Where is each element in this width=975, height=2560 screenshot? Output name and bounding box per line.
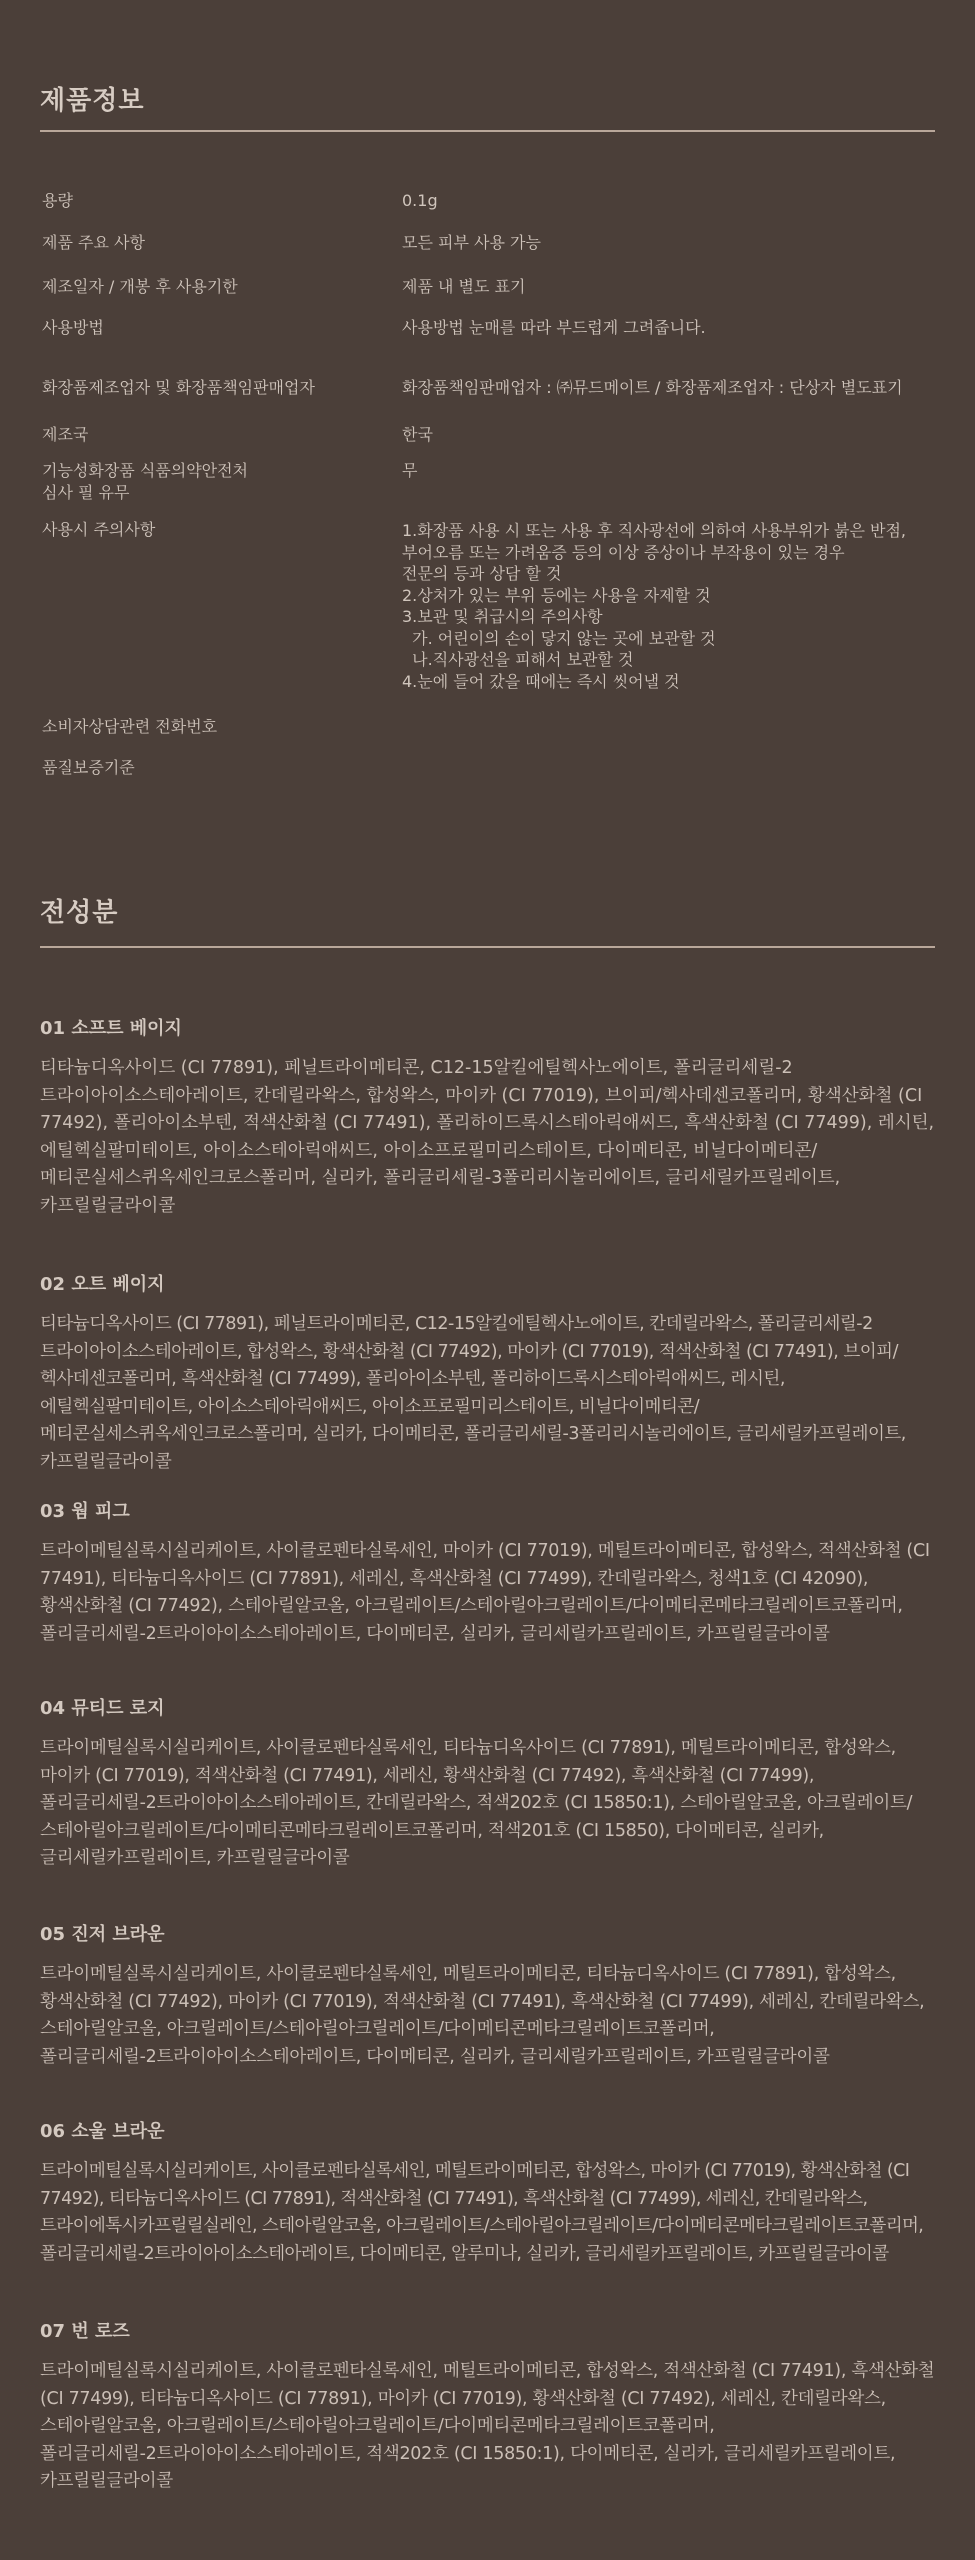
caution-line: 2.상처가 있는 부위 등에는 사용을 자제할 것 xyxy=(402,585,711,605)
shade-ingredients-05 xyxy=(40,1923,935,2071)
info-label: 제조일자 / 개봉 후 사용기한 xyxy=(42,277,238,296)
section-title-product-info: 제품정보 xyxy=(40,86,145,116)
info-label: 화장품제조업자 및 화장품책임판매업자 xyxy=(42,378,315,397)
info-label: 사용방법 xyxy=(42,318,104,337)
info-value: 화장품책임판매업자 : ㈜뮤드메이트 / 화장품제조업자 : 단상자 별도표기 xyxy=(402,378,903,397)
caution-line: 3.보관 및 취급시의 주의사항 xyxy=(402,607,603,626)
shade-ingredient-list: 트라이메틸실록시실리케이트, 사이클로펜타실록세인, 메틸트라이메티콘, 합성왁스, 마이카 (CI 77019), 황색산화철 (CI 77492), 티타늄디옥사이드 (CI 77891), 적색산화철 (CI 77491), 흑색산화철 (CI 77499), 세레신, 칸데릴라왁스, 트라이에톡시카프릴릴실레인, 스테아릴알코올, 아크릴레이트/스테아릴아크릴레이트/다이메티콘메타크릴레이트코폴리머, 폴리글리세릴-2트라이아이소스테아레이트, 다이메티콘, 알루미나, 실리카, 글리세릴카프릴레이트, 카프릴릴글라이콜 xyxy=(40,2161,924,2264)
divider xyxy=(40,946,935,948)
shade-name: 01 소프트 베이지 xyxy=(40,1018,182,1039)
info-label: 기능성화장품 식품의약안전처 심사 필 유무 xyxy=(42,461,249,502)
divider xyxy=(40,130,935,132)
info-value: 제품 내 별도 표기 xyxy=(402,277,526,296)
shade-name: 05 진저 브라운 xyxy=(40,1924,165,1945)
info-value: 한국 xyxy=(402,425,433,444)
shade-name: 04 뮤티드 로지 xyxy=(40,1698,165,1719)
caution-line: 부어오름 또는 가려움증 등의 이상 증상이나 부작용이 있는 경우 xyxy=(402,542,845,562)
caution-line: 전문의 등과 상담 할 것 xyxy=(402,564,562,583)
info-label: 사용시 주의사항 xyxy=(42,520,156,539)
section-title-ingredients: 전성분 xyxy=(40,898,119,928)
info-label: 품질보증기준 xyxy=(42,758,135,777)
shade-ingredients-04 xyxy=(40,1697,935,1873)
shade-ingredients-06 xyxy=(40,2120,935,2268)
caution-line: 1.화장품 사용 시 또는 사용 후 직사광선에 의하여 사용부위가 붉은 반점, xyxy=(402,521,906,540)
info-value: 0.1g xyxy=(402,191,438,210)
shade-ingredient-list: 트라이메틸실록시실리케이트, 사이클로펜타실록세인, 메틸트라이메티콘, 티타늄디옥사이드 (CI 77891), 합성왁스, 황색산화철 (CI 77492), 마이카 (CI 77019), 적색산화철 (CI 77491), 흑색산화철 (CI 77499), 세레신, 칸데릴라왁스, 스테아릴알코올, 아크릴레이트/스테아릴아크릴레이트/다이메티콘메타크릴레이트코폴리머, 폴리글리세릴-2트라이아이소스테아레이트, 다이메티콘, 실리카, 글리세릴카프릴레이트, 카프릴릴글라이콜 xyxy=(40,1964,925,2067)
info-label: 제조국 xyxy=(42,425,89,444)
info-value: 사용방법 눈매를 따라 부드럽게 그려줍니다. xyxy=(402,318,706,337)
shade-ingredients-01 xyxy=(40,1017,935,1220)
shade-ingredients-03 xyxy=(40,1500,935,1648)
shade-name: 06 소울 브라운 xyxy=(40,2121,165,2142)
info-value: 모든 피부 사용 가능 xyxy=(402,233,541,252)
caution-line: 가. 어린이의 손이 닿지 않는 곳에 보관할 것 xyxy=(402,628,716,648)
shade-name: 03 웜 피그 xyxy=(40,1501,130,1522)
info-label: 용량 xyxy=(42,191,73,210)
info-label: 소비자상담관련 전화번호 xyxy=(42,717,218,736)
info-label: 제품 주요 사항 xyxy=(42,233,145,252)
shade-ingredients-07 xyxy=(40,2320,935,2496)
shade-ingredient-list: 트라이메틸실록시실리케이트, 사이클로펜타실록세인, 마이카 (CI 77019), 메틸트라이메티콘, 합성왁스, 적색산화철 (CI 77491), 티타늄디옥사이드 (CI 77891), 세레신, 흑색산화철 (CI 77499), 칸데릴라왁스, 청색1호 (CI 42090), 황색산화철 (CI 77492), 스테아릴알코올, 아크릴레이트/스테아릴아크릴레이트/다이메티콘메타크릴레이트코폴리머, 폴리글리세릴-2트라이아이소스테아레이트, 다이메티콘, 실리카, 글리세릴카프릴레이트, 카프릴릴글라이콜 xyxy=(40,1541,930,1644)
shade-ingredient-list: 티타늄디옥사이드 (CI 77891), 페닐트라이메티콘, C12-15알킬에틸헥사노에이트, 칸데릴라왁스, 폴리글리세릴-2 트라이아이소스테아레이트, 합성왁스, 황색산화철 (CI 77492), 마이카 (CI 77019), 적색산화철 (CI 77491), 브이피/헥사데센코폴리머, 흑색산화철 (CI 77499), 폴리아이소부텐, 폴리하이드록시스테아릭애씨드, 레시틴, 에틸헥실팔미테이트, 아이소스테아릭애씨드, 아이소프로필미리스테이트, 비닐다이메티콘/메티콘실세스퀴옥세인크로스폴리머, 실리카, 다이메티콘, 폴리글리세릴-3폴리리시놀리에이트, 글리세릴카프릴레이트, 카프릴릴글라이콜 xyxy=(40,1314,906,1472)
caution-list xyxy=(402,520,942,692)
shade-name: 02 오트 베이지 xyxy=(40,1274,165,1295)
shade-ingredient-list: 트라이메틸실록시실리케이트, 사이클로펜타실록세인, 티타늄디옥사이드 (CI 77891), 메틸트라이메티콘, 합성왁스, 마이카 (CI 77019), 적색산화철 (CI 77491), 세레신, 황색산화철 (CI 77492), 흑색산화철 (CI 77499), 폴리글리세릴-2트라이아이소스테아레이트, 칸데릴라왁스, 적색202호 (CI 15850:1), 스테아릴알코올, 아크릴레이트/스테아릴아크릴레이트/다이메티콘메타크릴레이트코폴리머, 적색201호 (CI 15850), 다이메티콘, 실리카, 글리세릴카프릴레이트, 카프릴릴글라이콜 xyxy=(40,1738,913,1868)
info-value: 무 xyxy=(402,461,418,480)
shade-ingredient-list: 트라이메틸실록시실리케이트, 사이클로펜타실록세인, 메틸트라이메티콘, 합성왁스, 적색산화철 (CI 77491), 흑색산화철 (CI 77499), 티타늄디옥사이드 (CI 77891), 마이카 (CI 77019), 황색산화철 (CI 77492), 세레신, 칸데릴라왁스, 스테아릴알코올, 아크릴레이트/스테아릴아크릴레이트/다이메티콘메타크릴레이트코폴리머, 폴리글리세릴-2트라이아이소스테아레이트, 적색202호 (CI 15850:1), 다이메티콘, 실리카, 글리세릴카프릴레이트, 카프릴릴글라이콜 xyxy=(40,2361,935,2491)
caution-line: 4.눈에 들어 갔을 때에는 즉시 씻어낼 것 xyxy=(402,671,680,691)
shade-ingredient-list: 티타늄디옥사이드 (CI 77891), 페닐트라이메티콘, C12-15알킬에틸헥사노에이트, 폴리글리세릴-2 트라이아이소스테아레이트, 칸데릴라왁스, 합성왁스, 마이카 (CI 77019), 브이피/헥사데센코폴리머, 황색산화철 (CI 77492), 폴리아이소부텐, 적색산화철 (CI 77491), 폴리하이드록시스테아릭애씨드, 흑색산화철 (CI 77499), 레시틴, 에틸헥실팔미테이트, 아이소스테아릭애씨드, 아이소프로필미리스테이트, 다이메티콘, 비닐다이메티콘/메티콘실세스퀴옥세인크로스폴리머, 실리카, 폴리글리세릴-3폴리리시놀리에이트, 글리세릴카프릴레이트, 카프릴릴글라이콜 xyxy=(40,1058,935,1216)
shade-ingredients-02 xyxy=(40,1273,935,1476)
shade-name: 07 번 로즈 xyxy=(40,2321,130,2342)
caution-line: 나.직사광선을 피해서 보관할 것 xyxy=(402,650,634,669)
